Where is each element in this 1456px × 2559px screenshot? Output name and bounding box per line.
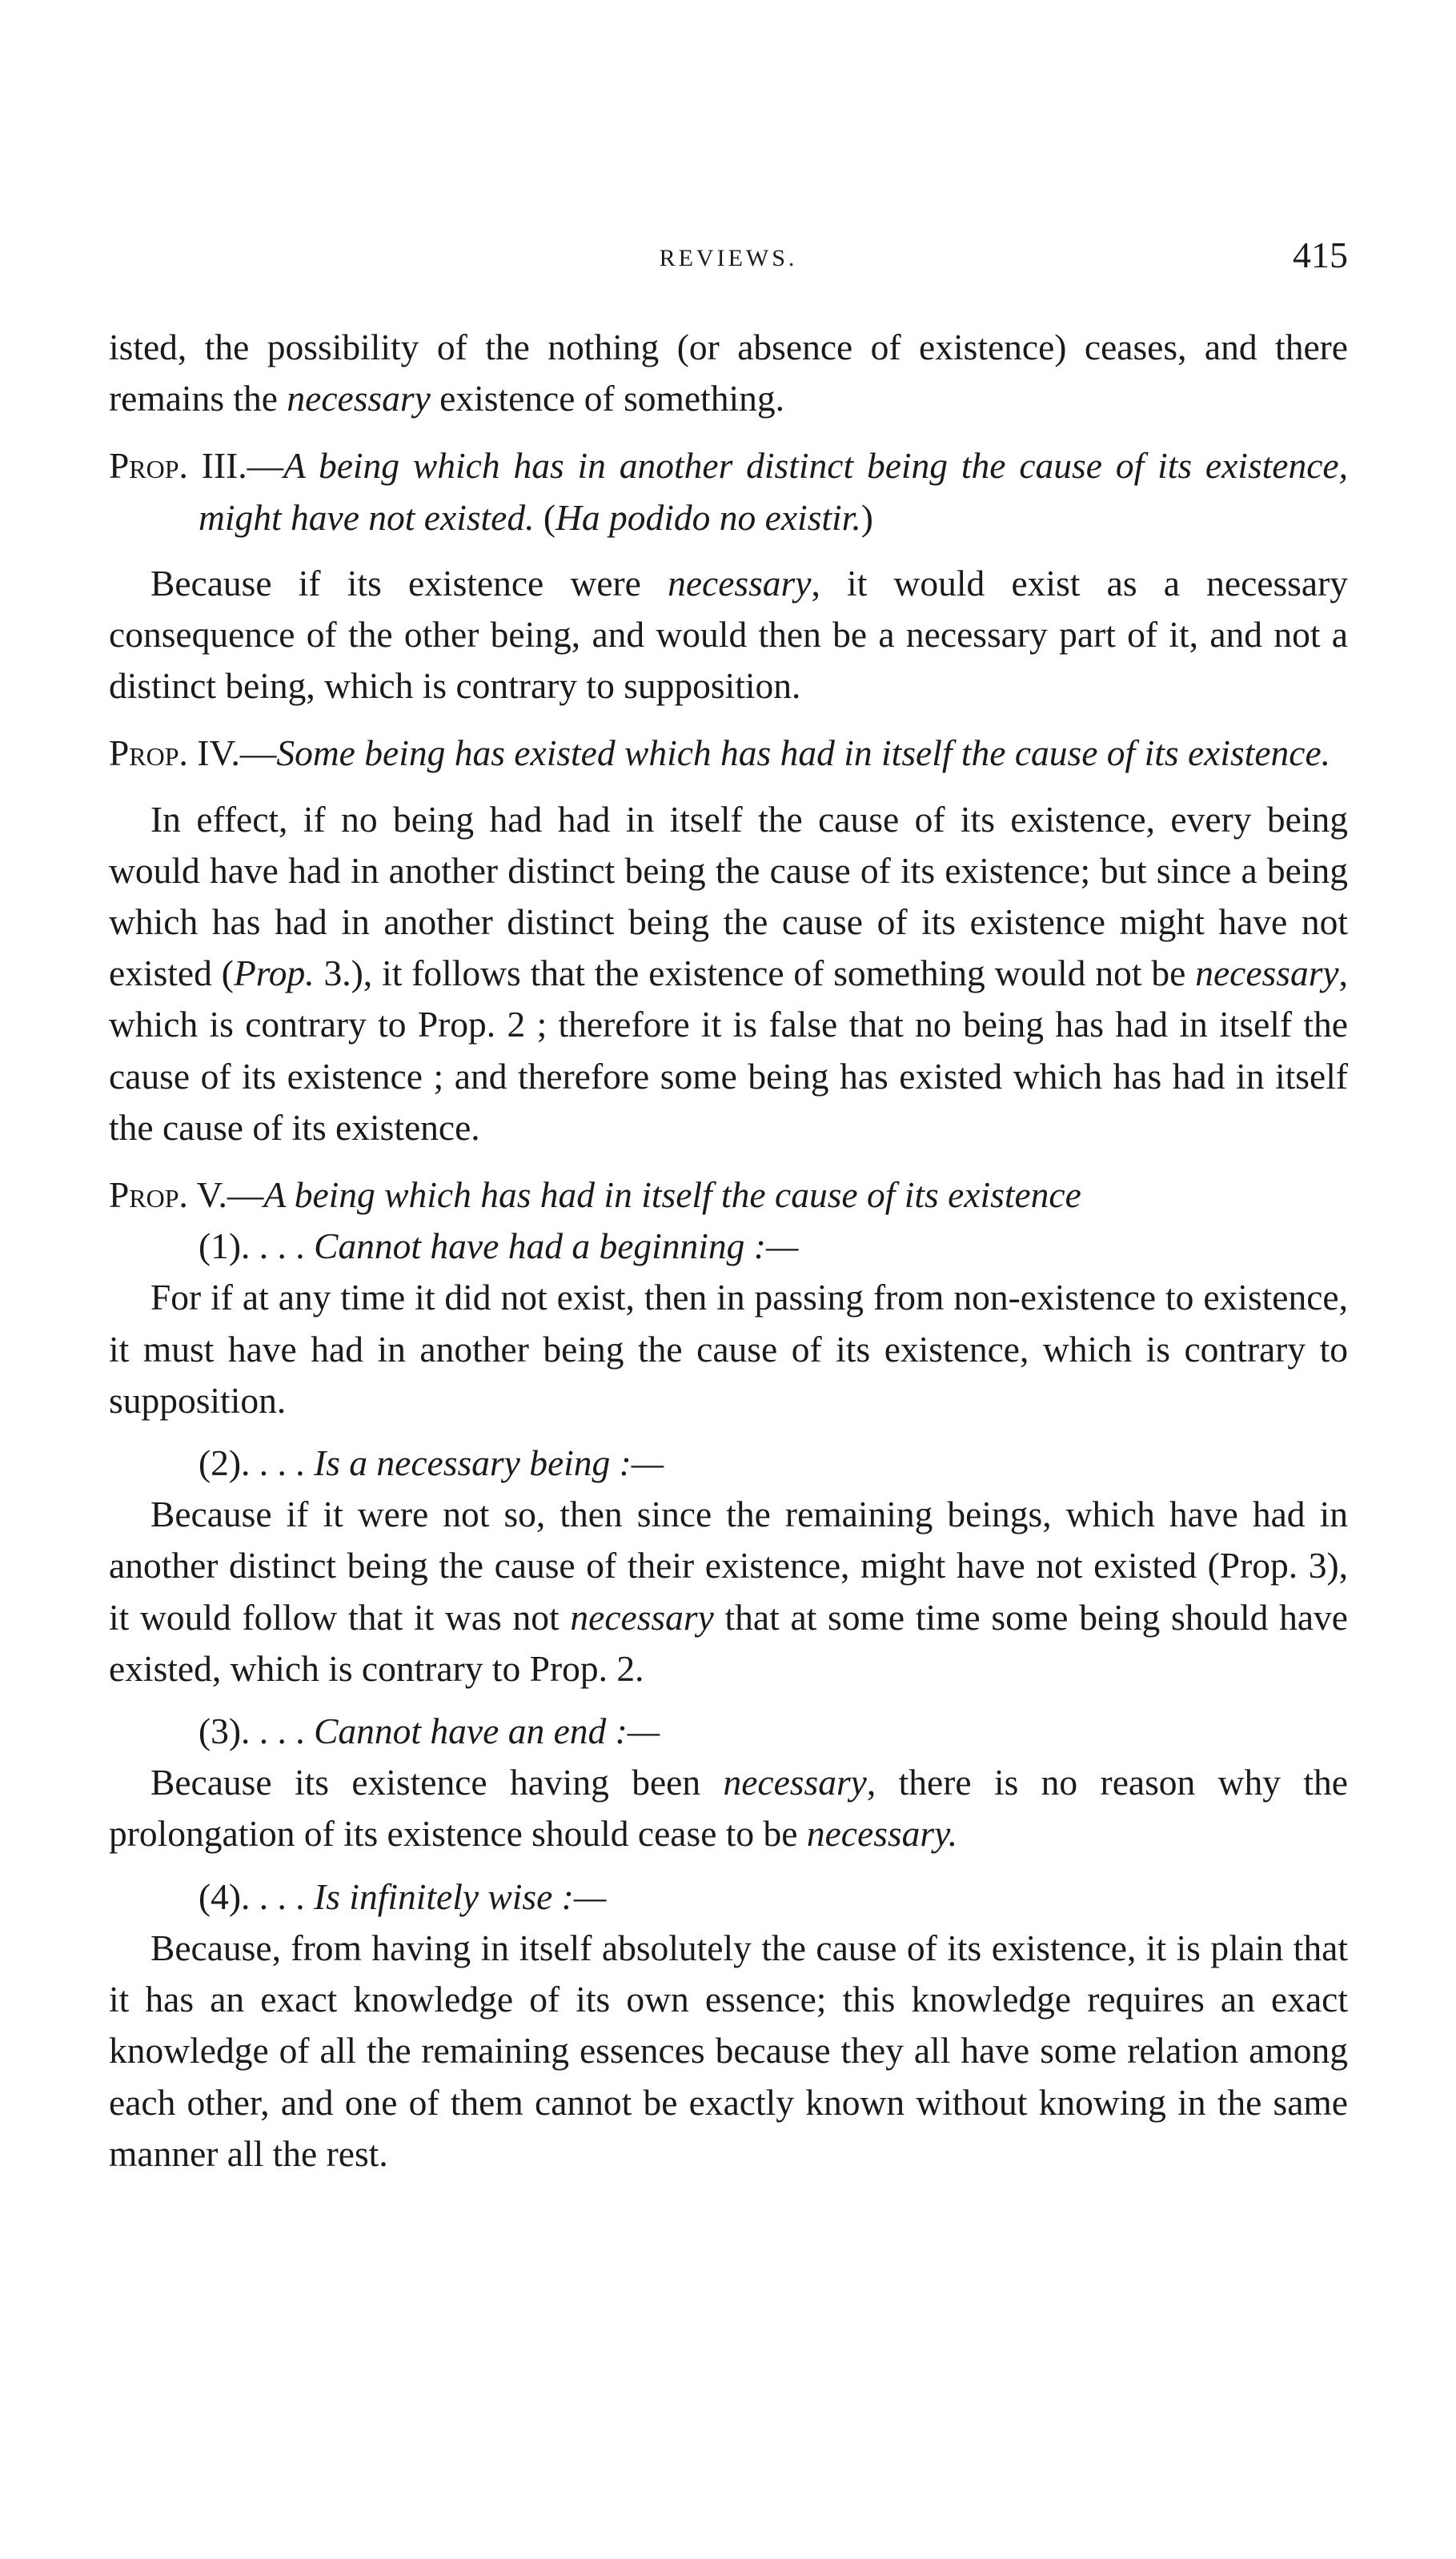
text-run: , which is contrary to Prop. 2 ; therefore it is false that no being has had in itself the cause of its existence ; and therefore some being has existed which has had in itself the cause of its existence. bbox=[109, 953, 1348, 1148]
paragraph-corollary-3 bbox=[109, 1757, 1348, 1859]
paragraph-continuation bbox=[109, 322, 1348, 424]
paragraph-corollary-4 bbox=[109, 1923, 1348, 2180]
proposition-statement: A being which has had in itself the cause of its existence bbox=[263, 1174, 1081, 1216]
emphasis: necessary bbox=[723, 1762, 867, 1803]
paren: ) bbox=[860, 496, 873, 538]
corollary-number: (3). . . . bbox=[199, 1711, 315, 1752]
paragraph-prop3-proof bbox=[109, 558, 1348, 712]
emphasis: necessary bbox=[287, 378, 431, 419]
dash: — bbox=[239, 732, 277, 774]
corollary-statement: Cannot have had a beginning :— bbox=[314, 1225, 799, 1267]
corollary-4-heading bbox=[109, 1871, 1348, 1923]
emphasis: necessary bbox=[570, 1596, 714, 1638]
emphasis: necessary bbox=[1195, 953, 1339, 994]
emphasis: necessary. bbox=[806, 1813, 958, 1855]
corollary-2-heading bbox=[109, 1438, 1348, 1489]
corollary-statement: Is a necessary being :— bbox=[314, 1442, 664, 1484]
dash: — bbox=[227, 1174, 264, 1216]
running-title: REVIEWS. bbox=[659, 245, 798, 271]
proposition-4 bbox=[109, 728, 1348, 779]
proposition-label: Prop. IV. bbox=[109, 732, 240, 774]
body-text bbox=[109, 322, 1348, 2180]
proposition-statement: A being which has in another distinct being the cause of its existence, might have not existed. bbox=[199, 445, 1348, 538]
corollary-3-heading bbox=[109, 1706, 1348, 1757]
paren: ( bbox=[534, 496, 556, 538]
emphasis: Prop. bbox=[233, 953, 315, 994]
text-run: , there is no reason why the prolongation of its existence should cease to be bbox=[109, 1762, 1348, 1855]
proposition-3 bbox=[109, 440, 1348, 543]
text-run: 3.), it follows that the existence of something would not be bbox=[314, 953, 1196, 994]
text-run: , it would exist as a necessary consequence of the other being, and would then be a necessary part of it, and not a distinct being, which is contrary to supposition. bbox=[109, 562, 1348, 707]
text-run: Because its existence having been bbox=[150, 1762, 724, 1803]
emphasis: necessary bbox=[668, 562, 812, 604]
text-run: In effect, if no being had had in itself the cause of its existence, every being would have had in another distinct being the cause of its existence; but since a being which has had in another distinct being the cause of its existence might have not existed ( bbox=[109, 798, 1348, 994]
text-run: isted, the possibility of the nothing (or absence of existence) ceases, and there remains the bbox=[109, 327, 1348, 419]
corollary-number: (2). . . . bbox=[199, 1442, 315, 1484]
text-run: existence of something. bbox=[430, 378, 785, 419]
page-number: 415 bbox=[1293, 235, 1348, 275]
text-run: Because, from having in itself absolutely the cause of its existence, it is plain that it has an exact knowledge of its own essence; this knowledge requires an exact knowledge of all the remaining essences because they all have some relation among each other, and one of them cannot be exactly known without knowing in the same manner all the rest. bbox=[109, 1927, 1348, 2174]
paragraph-corollary-1 bbox=[109, 1272, 1348, 1426]
paragraph-prop4-proof bbox=[109, 794, 1348, 1153]
text-run: For if at any time it did not exist, then in passing from non-existence to existence, it must have had in another being the cause of its existence, which is contrary to supposition. bbox=[109, 1277, 1348, 1421]
running-head bbox=[109, 234, 1348, 290]
corollary-statement: Is infinitely wise :— bbox=[314, 1875, 607, 1917]
proposition-5 bbox=[109, 1169, 1348, 1221]
corollary-1-heading bbox=[109, 1221, 1348, 1272]
dash: — bbox=[247, 445, 284, 487]
proposition-label: Prop. V. bbox=[109, 1174, 227, 1216]
corollary-statement: Cannot have an end :— bbox=[314, 1711, 660, 1752]
corollary-number: (1). . . . bbox=[199, 1225, 315, 1267]
text-run: Because if its existence were bbox=[150, 562, 668, 604]
text-run: that at some time some being should have existed, which is contrary to Prop. 2. bbox=[109, 1596, 1348, 1689]
proposition-statement: Some being has existed which has had in itself the cause of its existence. bbox=[276, 732, 1331, 774]
paragraph-corollary-2 bbox=[109, 1489, 1348, 1695]
text-run: Because if it were not so, then since the remaining beings, which have had in another distinct being the cause of their existence, might have not existed (Prop. 3), it would follow that it was not bbox=[109, 1494, 1348, 1638]
proposition-label: Prop. III. bbox=[109, 445, 247, 487]
corollary-number: (4). . . . bbox=[199, 1875, 315, 1917]
spanish-gloss: Ha podido no existir. bbox=[556, 496, 861, 538]
